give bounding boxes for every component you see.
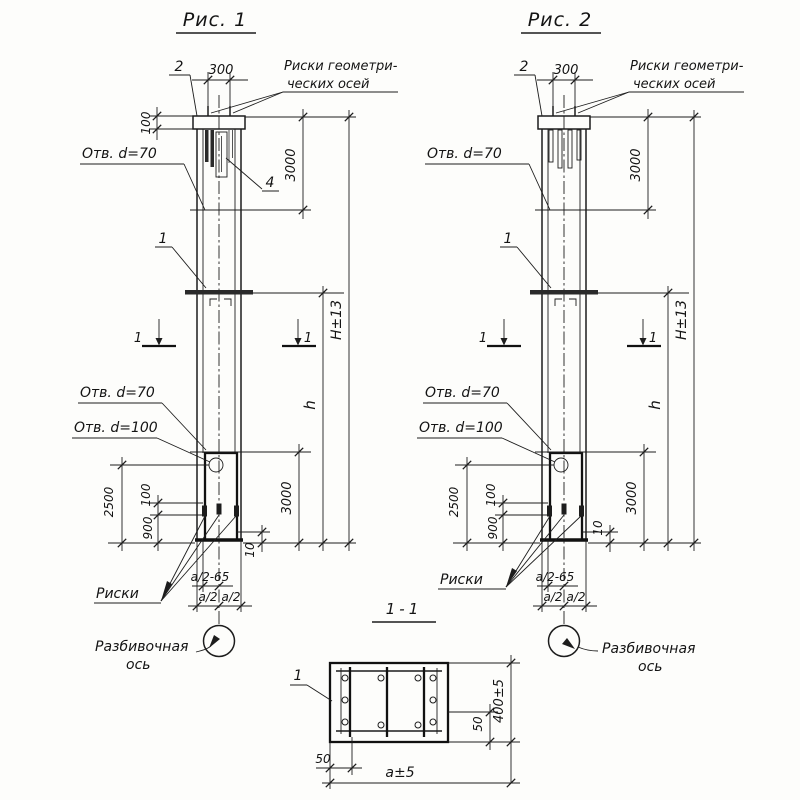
fig1-dim-900-label: 900 xyxy=(141,516,155,540)
fig2-section-marker-left-label: 1 xyxy=(478,331,488,346)
fig1-dim-10-label: 10 xyxy=(243,542,257,558)
fig1-dim-a2-left-label: a/2 xyxy=(198,590,218,604)
fig1-callout-2 xyxy=(169,59,197,116)
fig1-dim-100-bot-label: 100 xyxy=(139,483,153,507)
fig1-console xyxy=(185,290,344,306)
section-dim-a-label: a±5 xyxy=(385,765,415,781)
section-callout-1-label: 1 xyxy=(293,668,303,684)
section-outline xyxy=(330,663,448,742)
fig1-dim-100-top-label: 100 xyxy=(139,111,153,135)
fig1-hole-low-label: Отв. d=100 xyxy=(74,420,158,436)
fig1-dim-2500-label: 2500 xyxy=(102,486,116,518)
fig1-hole-100-circle xyxy=(209,458,223,472)
fig1-dim-H-label: H±13 xyxy=(329,299,345,341)
fig2-hole-top-label: Отв. d=70 xyxy=(427,146,502,162)
fig1-layout-axis-circle xyxy=(204,626,235,657)
figure-1 xyxy=(72,9,398,673)
fig1-hole-low xyxy=(72,420,223,472)
fig2-section-marker-right xyxy=(627,319,661,346)
fig2-dims-a2 xyxy=(533,540,597,612)
section-rebar-cage xyxy=(336,667,442,737)
fig2-dim-300-label: 300 xyxy=(553,63,579,78)
section-title: 1-1 xyxy=(385,600,423,618)
fig1-column-outline xyxy=(190,95,245,626)
fig2-dim-a2-right-label: a/2 xyxy=(566,590,586,604)
section-callout-1 xyxy=(290,668,332,701)
fig2-dim-10-label: 10 xyxy=(591,520,605,536)
fig2-axis-label-line1: Разбивочная xyxy=(602,641,696,657)
fig1-dim-H xyxy=(329,110,353,551)
fig2-callout-2 xyxy=(514,59,542,116)
fig2-section-marker-left xyxy=(479,319,521,346)
fig1-hole-top-label: Отв. d=70 xyxy=(82,146,157,162)
fig1-callout-4 xyxy=(226,158,279,191)
section-dim-400-label: 400±5 xyxy=(492,679,507,723)
fig1-axis-marks-note xyxy=(208,59,398,113)
fig1-section-marker-left-label: 1 xyxy=(133,331,143,346)
fig2-hole-low xyxy=(417,420,568,472)
fig2-dim-2500-label: 2500 xyxy=(447,486,461,518)
fig1-dim-a2-65-label: a/2-65 xyxy=(190,570,230,584)
fig1-dim-300 xyxy=(192,63,248,110)
fig2-hole-100-circle xyxy=(554,458,568,472)
fig1-dim-3000-bot-label: 3000 xyxy=(280,481,295,515)
fig2-base-risk-marks xyxy=(547,504,584,517)
fig2-dim-100-bot-label: 100 xyxy=(484,483,498,507)
fig1-hole-mid xyxy=(78,385,248,452)
fig2-axis-note-line1: Риски геометри- xyxy=(630,59,744,74)
fig2-console xyxy=(530,290,689,306)
section-dim-50-left-label: 50 xyxy=(315,752,331,766)
fig1-dim-3000-top xyxy=(245,109,356,219)
section-dim-50-right-label: 50 xyxy=(471,716,485,732)
fig1-section-marker-right xyxy=(282,319,316,346)
fig2-layout-axis-circle xyxy=(549,626,580,657)
fig1-callout-4-label: 4 xyxy=(265,175,275,191)
fig2-dim-10 xyxy=(582,520,618,552)
section-1-1 xyxy=(290,600,520,789)
fig1-hole-mid-label: Отв. d=70 xyxy=(80,385,155,401)
fig2-dim-a2-left-label: a/2 xyxy=(543,590,563,604)
fig2-callout-2-label: 2 xyxy=(519,59,529,75)
fig1-axis-note-line1: Риски геометри- xyxy=(284,59,398,74)
fig2-dim-H-label: H±13 xyxy=(674,299,690,341)
fig1-dim-h xyxy=(301,286,327,551)
fig2-dim-3000-bot-label: 3000 xyxy=(625,481,640,515)
fig2-axis-note-line2: ческих осей xyxy=(633,77,716,92)
fig2-dim-h xyxy=(646,286,672,551)
figure-2 xyxy=(417,9,744,675)
fig2-callout-1-label: 1 xyxy=(503,231,513,247)
fig2-dims-bottom-left xyxy=(447,457,554,551)
fig2-dim-3000-top-label: 3000 xyxy=(629,148,644,182)
fig2-column-outline xyxy=(535,95,590,626)
section-dim-50-left xyxy=(315,737,362,789)
fig1-dim-h-label: h xyxy=(301,400,319,410)
fig1-embedded-base xyxy=(205,453,237,540)
fig1-section-marker-right-label: 1 xyxy=(303,331,313,346)
fig1-axis-note-line2: ческих осей xyxy=(287,77,370,92)
fig2-dim-300 xyxy=(537,63,593,110)
fig1-dim-100-top xyxy=(139,107,193,140)
fig1-axis-label-line2: ось xyxy=(126,657,151,673)
fig1-dim-a2-right-label: a/2 xyxy=(221,590,241,604)
fig2-dim-a2-65-label: a/2-65 xyxy=(535,570,575,584)
fig1-layout-axis xyxy=(95,626,235,674)
fig2-title: Рис. 2 xyxy=(527,9,593,31)
fig1-marks-label: Риски xyxy=(96,586,139,602)
fig1-callout-2-label: 2 xyxy=(174,59,184,75)
fig2-dim-H xyxy=(674,110,698,551)
fig1-section-marker-left xyxy=(134,319,176,346)
fig1-callout-1-label: 1 xyxy=(158,231,168,247)
fig2-axis-label-line2: ось xyxy=(638,659,663,675)
fig2-dim-h-label: h xyxy=(646,400,664,410)
fig1-base-risk-marks xyxy=(202,504,239,517)
fig2-hole-low-label: Отв. d=100 xyxy=(419,420,503,436)
fig2-hole-mid-label: Отв. d=70 xyxy=(425,385,500,401)
fig1-axis-label-line1: Разбивочная xyxy=(95,639,189,655)
section-dims-right xyxy=(448,655,520,783)
fig1-hole-top xyxy=(80,146,248,210)
fig2-dim-900-label: 900 xyxy=(486,516,500,540)
fig1-title: Рис. 1 xyxy=(182,9,248,31)
fig2-layout-axis xyxy=(549,626,696,676)
fig2-dim-3000-top xyxy=(590,109,701,219)
fig1-dims-bottom-left xyxy=(102,457,209,551)
fig2-callout-1 xyxy=(500,231,551,288)
fig1-callout-1 xyxy=(155,231,206,288)
fig1-dim-300-label: 300 xyxy=(208,63,234,78)
fig2-section-marker-right-label: 1 xyxy=(648,331,658,346)
fig2-hole-mid xyxy=(423,385,593,452)
fig1-dim-3000-top-label: 3000 xyxy=(284,148,299,182)
fig2-marks-label: Риски xyxy=(440,572,483,588)
fig2-axis-marks-note xyxy=(553,59,744,113)
